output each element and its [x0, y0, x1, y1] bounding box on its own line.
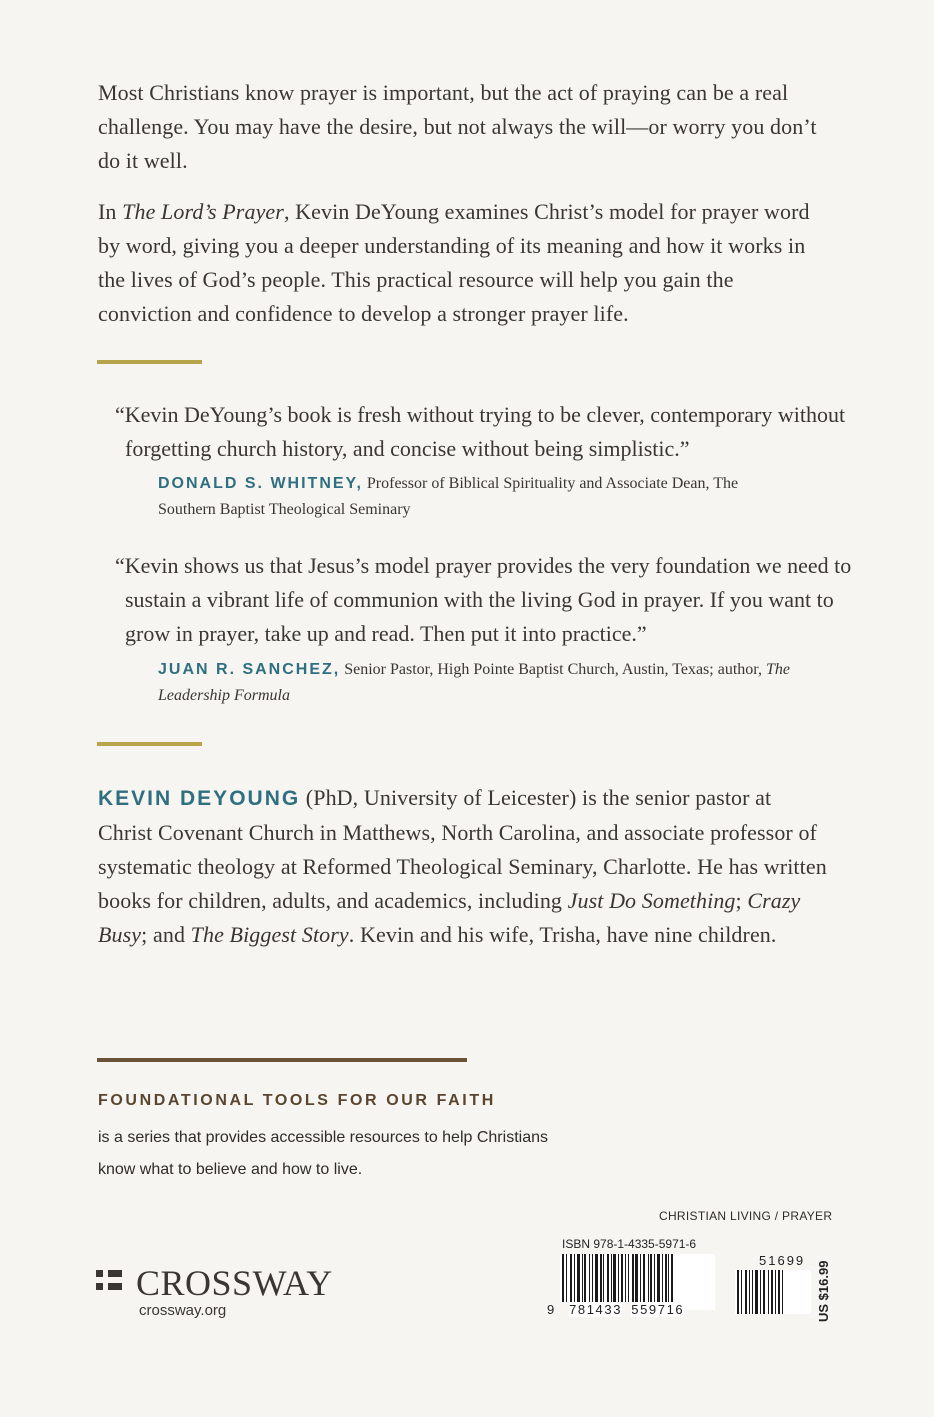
category-label: CHRISTIAN LIVING / PRAYER — [659, 1209, 833, 1223]
series-description: is a series that provides accessible resources to help Christians know what to believe and how to live. — [98, 1129, 548, 1178]
author-name: KEVIN DEYOUNG — [98, 787, 301, 810]
barcode-digits: 9 781433 559716 — [547, 1302, 685, 1317]
author-bio: KEVIN DEYOUNG (PhD, University of Leicester) is the senior pastor at Christ Covenant Church in Matthews, North Carolina, and associate professor of systematic theology at Reformed Theological Seminary, Charlotte. He has written books for children, adults, and academics, including Just Do Something; Crazy Busy; and The Biggest Story. Kevin and his wife, Trisha, have nine children. — [98, 785, 827, 947]
series-title: FOUNDATIONAL TOOLS FOR OUR FAITH — [98, 1092, 496, 1109]
series-divider-rule — [97, 1058, 467, 1062]
endorsement-quote: “Kevin shows us that Jesus’s model prayer provides the very foundation we need to sustain a vibrant life of communion with the living God in prayer. If you want to grow in prayer, take up and read. Then put it into practice.” — [115, 553, 852, 646]
intro-paragraph-2: In The Lord’s Prayer, Kevin DeYoung examines Christ’s model for prayer word by word, giving you a deeper understanding of its meaning and how it works in the lives of God’s people. This practical resource will help you gain the conviction and confidence to develop a stronger prayer life. — [98, 199, 810, 326]
endorser-name: DONALD S. WHITNEY, — [158, 475, 363, 492]
endorsement-attribution: DONALD S. WHITNEY, Professor of Biblical Spirituality and Associate Dean, The Southern Baptist Theological Seminary — [158, 475, 739, 518]
addon-barcode — [735, 1270, 811, 1314]
divider-rule — [97, 742, 202, 746]
publisher-url[interactable]: crossway.org — [139, 1302, 227, 1319]
addon-digits: 51699 — [759, 1253, 806, 1268]
endorser-name: JUAN R. SANCHEZ, — [158, 661, 341, 678]
isbn-label: ISBN 978-1-4335-5971-6 — [562, 1237, 697, 1251]
divider-rule — [97, 360, 202, 364]
book-title: The Lord’s Prayer — [122, 199, 284, 224]
crossway-logo: CROSSWAY — [96, 1264, 366, 1300]
endorsement-quote: “Kevin DeYoung’s book is fresh without trying to be clever, contemporary without forgetting church history, and concise without being simplistic.” — [115, 402, 846, 461]
endorsement-attribution: JUAN R. SANCHEZ, Senior Pastor, High Pointe Baptist Church, Austin, Texas; author, The Leadership Formula — [158, 661, 790, 704]
crossway-mark-icon — [96, 1270, 124, 1294]
price-label: US $16.99 — [816, 1260, 831, 1322]
intro-paragraph-1: Most Christians know prayer is important, but the act of praying can be a real challenge. You may have the desire, but not always the will—or worry you don’t do it well. — [98, 80, 817, 173]
